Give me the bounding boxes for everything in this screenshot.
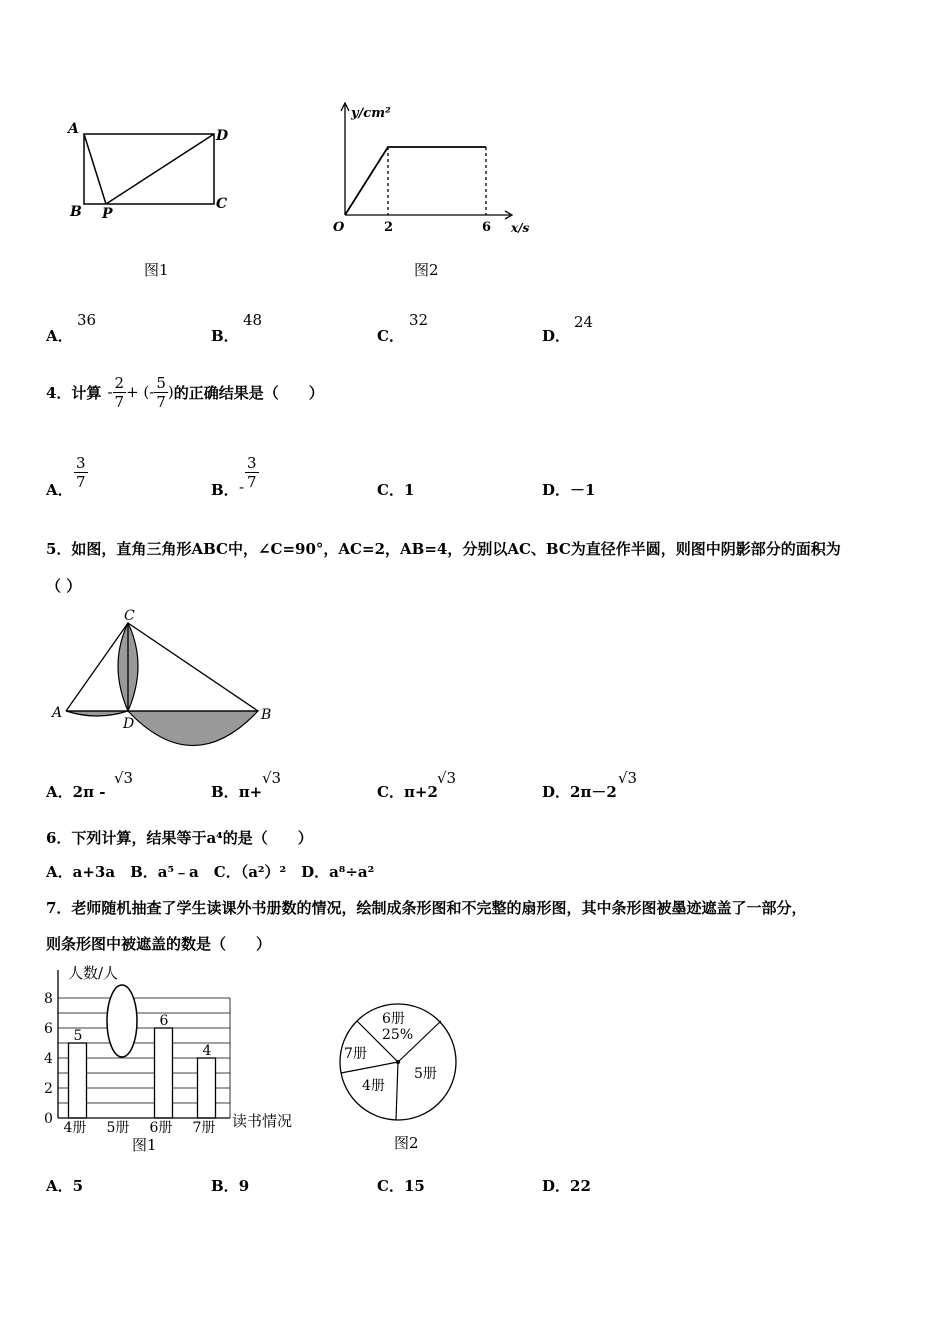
q5-option-b: B．π+ bbox=[211, 783, 263, 801]
q3-figure2 bbox=[315, 95, 540, 240]
shaded-lower-segment bbox=[128, 711, 258, 746]
q7-stem-line2: 则条形图中被遮盖的数是（ ） bbox=[46, 935, 272, 953]
y-axis-label: y/cm² bbox=[351, 106, 391, 121]
bar-category-label: 6册 bbox=[149, 1120, 173, 1136]
q5-option-d-root: √3 bbox=[618, 769, 638, 787]
bar-y-tick-label: 0 bbox=[44, 1111, 53, 1127]
q6-stem: 6．下列计算，结果等于a⁴的是（ ） bbox=[46, 829, 313, 847]
rectangle-abcd bbox=[84, 134, 214, 204]
label-a: A bbox=[68, 121, 79, 137]
q5-stem-line1: 5．如图，直角三角形ABC中，∠C=90°，AC=2，AB=4，分别以AC、BC为直径作半圆，则图中阴影部分的面积为 bbox=[46, 540, 841, 558]
q3-figure1 bbox=[60, 118, 240, 228]
bar-chart-title: 图1 bbox=[132, 1136, 157, 1154]
pie-label-6-percent: 25% bbox=[382, 1027, 414, 1043]
bar-7册 bbox=[198, 1058, 216, 1118]
bar-value-label: 6 bbox=[159, 1013, 169, 1029]
shaded-left-segment bbox=[66, 711, 128, 716]
bar-value-label: 4 bbox=[202, 1043, 212, 1059]
q4-option-a-letter: A． bbox=[46, 481, 73, 499]
label-a: A bbox=[52, 705, 63, 721]
origin-label: O bbox=[333, 220, 345, 235]
bar-category-label: 5册 bbox=[106, 1120, 130, 1136]
q4-option-c: C．1 bbox=[377, 481, 415, 499]
q4-option-b-letter: B． bbox=[211, 481, 239, 499]
q3-figure2-caption: 图2 bbox=[414, 261, 439, 279]
bar-y-tick-label: 8 bbox=[44, 991, 53, 1007]
bar-value-label: 5 bbox=[73, 1028, 83, 1044]
q7-bar-chart bbox=[38, 962, 308, 1157]
q4-close-paren: ) bbox=[167, 383, 174, 401]
q4-option-d: D．－1 bbox=[542, 481, 596, 499]
q5-figure bbox=[48, 605, 278, 755]
q4-option-a-fraction: $\frac{3}{7}$ bbox=[76, 454, 86, 491]
label-c: C bbox=[216, 196, 228, 212]
q3-option-a-letter: A． bbox=[46, 327, 73, 345]
q4-stem bbox=[46, 370, 324, 414]
q3-figure1-caption: 图1 bbox=[144, 261, 169, 279]
tick-6: 6 bbox=[482, 220, 492, 235]
pie-chart-title: 图2 bbox=[394, 1134, 419, 1152]
q4-fraction-2: $\frac{5}{7}$ bbox=[156, 373, 166, 411]
q7-stem-line1: 7．老师随机抽查了学生读课外书册数的情况，绘制成条形图和不完整的扇形图，其中条形图被墨迹遮盖了一部分， bbox=[46, 899, 807, 917]
tick-2: 2 bbox=[384, 220, 394, 235]
q3-option-b-value: 48 bbox=[243, 311, 263, 329]
bar-y-tick-label: 6 bbox=[44, 1021, 53, 1037]
q4-minus: - bbox=[107, 383, 113, 401]
q4-suffix: 的正确结果是（ ） bbox=[173, 383, 324, 402]
q6-options: A．a+3a B．a⁵﹣a C．（a²）² D．a⁸÷a² bbox=[46, 863, 375, 881]
label-d: D bbox=[216, 128, 229, 144]
q5-option-a: A．2π - bbox=[46, 783, 106, 801]
q7-pie-chart bbox=[330, 990, 470, 1160]
ink-blot bbox=[107, 985, 137, 1057]
q3-option-b-letter: B． bbox=[211, 327, 239, 345]
q4-plus: + (- bbox=[126, 383, 155, 401]
label-p: P bbox=[102, 206, 113, 222]
q5-option-d: D．2π－2 bbox=[542, 783, 617, 801]
bar-4册 bbox=[69, 1043, 87, 1118]
pie-divider-4 bbox=[341, 1062, 398, 1073]
segment-cb bbox=[128, 623, 258, 711]
q3-option-c-value: 32 bbox=[409, 311, 429, 329]
label-c: C bbox=[124, 608, 135, 624]
q4-prefix: 4．计算 bbox=[46, 383, 102, 402]
pie-label-6: 6册 bbox=[382, 1011, 405, 1027]
pie-label-4: 4册 bbox=[362, 1078, 385, 1094]
bar-x-label: 读书情况 bbox=[232, 1112, 293, 1130]
function-graph bbox=[345, 147, 486, 215]
q7-option-d: D．22 bbox=[542, 1177, 591, 1195]
q3-option-d-value: 24 bbox=[574, 313, 594, 331]
q5-option-b-root: √3 bbox=[262, 769, 282, 787]
bar-y-label: 人数/人 bbox=[68, 964, 119, 982]
q3-option-c-letter: C． bbox=[377, 327, 404, 345]
q7-option-b: B．9 bbox=[211, 1177, 250, 1195]
label-d: D bbox=[123, 716, 135, 732]
pie-center bbox=[396, 1060, 400, 1064]
label-b: B bbox=[261, 707, 272, 723]
q7-option-a: A．5 bbox=[46, 1177, 84, 1195]
x-axis-label: x/s bbox=[511, 221, 530, 235]
q3-option-a-value: 36 bbox=[77, 311, 97, 329]
q5-option-c-root: √3 bbox=[437, 769, 457, 787]
q7-option-c: C．15 bbox=[377, 1177, 425, 1195]
q4-option-b-fraction: $\frac{3}{7}$ bbox=[247, 454, 257, 491]
q4-fraction-1: $\frac{2}{7}$ bbox=[114, 373, 125, 411]
bar-category-label: 4册 bbox=[63, 1120, 87, 1136]
segment-ap bbox=[84, 134, 106, 204]
bar-6册 bbox=[155, 1028, 173, 1118]
pie-label-7: 7册 bbox=[344, 1046, 367, 1062]
bar-y-tick-label: 2 bbox=[44, 1081, 53, 1097]
pie-label-5: 5册 bbox=[414, 1066, 437, 1082]
q5-stem-line2: （ ） bbox=[46, 577, 82, 595]
q5-option-a-root: √3 bbox=[114, 769, 134, 787]
q4-option-b-sign: - bbox=[239, 478, 245, 496]
bar-y-tick-label: 4 bbox=[44, 1051, 53, 1067]
bar-category-label: 7册 bbox=[192, 1120, 216, 1136]
segment-pd bbox=[106, 134, 214, 204]
label-b: B bbox=[70, 204, 82, 220]
pie-divider-3 bbox=[396, 1062, 398, 1120]
q3-option-d-letter: D． bbox=[542, 327, 571, 345]
q5-option-c: C．π+2 bbox=[377, 783, 438, 801]
